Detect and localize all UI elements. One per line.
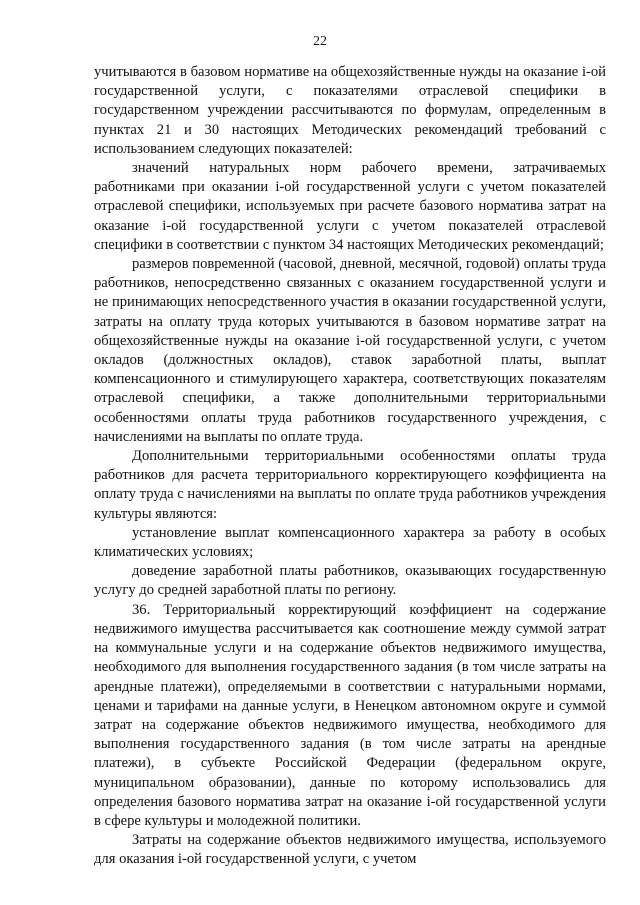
paragraph: значений натуральных норм рабочего времени, затрачиваемых работниками при оказании i-ой государственной услуги с учетом показателей отраслевой специфики, используемых при расчете базового норматива затрат на оказание i-ой государственной услуги с учетом показателей отраслевой специфики в соответствии с пунктом 34 настоящих Методических рекомендаций; <box>94 160 606 253</box>
page-number: 22 <box>313 34 327 49</box>
paragraph: установление выплат компенсационного характера за работу в особых климатических условиях; <box>94 524 606 561</box>
paragraph: учитываются в базовом нормативе на общехозяйственные нужды на оказание i-ой государственной услуги, с показателями отраслевой специфики в государственном учреждении рассчитываются по формулам, определенным в пунктах 21 и 30 настоящих Методических рекомендаций требований с использованием следующих показателей: <box>94 64 606 157</box>
paragraph: Затраты на содержание объектов недвижимого имущества, используемого для оказания i-ой государственной услуги, с учетом <box>94 832 606 868</box>
paragraph: размеров повременной (часовой, дневной, месячной, годовой) оплаты труда работников, непосредственно связанных с оказанием государственной услуги и не принимающих непосредственного участия в оказании государственной услуги, затраты на оплату труда которых учитываются в базовом нормативе затрат на общехозяйственные нужды на оказание i-ой государственной услуги, с учетом окладов (должностных окладов), ставок заработной платы, выплат компенсационного и стимулирующего характера, соответствующих показателям отраслевой специфики, а также дополнительными территориальными особенностями оплаты труда работников государственного учреждения, с начислениями на выплаты по оплате труда. <box>94 256 606 445</box>
body-text <box>94 63 606 870</box>
paragraph: 36. Территориальный корректирующий коэффициент на содержание недвижимого имущества рассчитывается как соотношение между суммой затрат на коммунальные услуги и на содержание объектов недвижимого имущества, необходимого для выполнения государственного задания (в том числе затраты на арендные платежи), определяемыми в соответствии с натуральными нормами, ценами и тарифами на данные услуги, в Ненецком автономном округе и суммой затрат на содержание объектов недвижимого имущества, необходимого для выполнения государственного задания (в том числе затраты на арендные платежи), в субъекте Российской Федерации (федеральном округе, муниципальном образовании), данные по которому использовались для определения базового норматива затрат на оказание i-ой государственной услуги в сфере культуры и молодежной политики. <box>94 601 606 829</box>
paragraph: доведение заработной платы работников, оказывающих государственную услугу до средней заработной платы по региону. <box>94 563 606 599</box>
paragraph: Дополнительными территориальными особенностями оплаты труда работников для расчета территориального корректирующего коэффициента на оплату труда с начислениями на выплаты по оплате труда работников учреждения культуры являются: <box>94 448 606 522</box>
